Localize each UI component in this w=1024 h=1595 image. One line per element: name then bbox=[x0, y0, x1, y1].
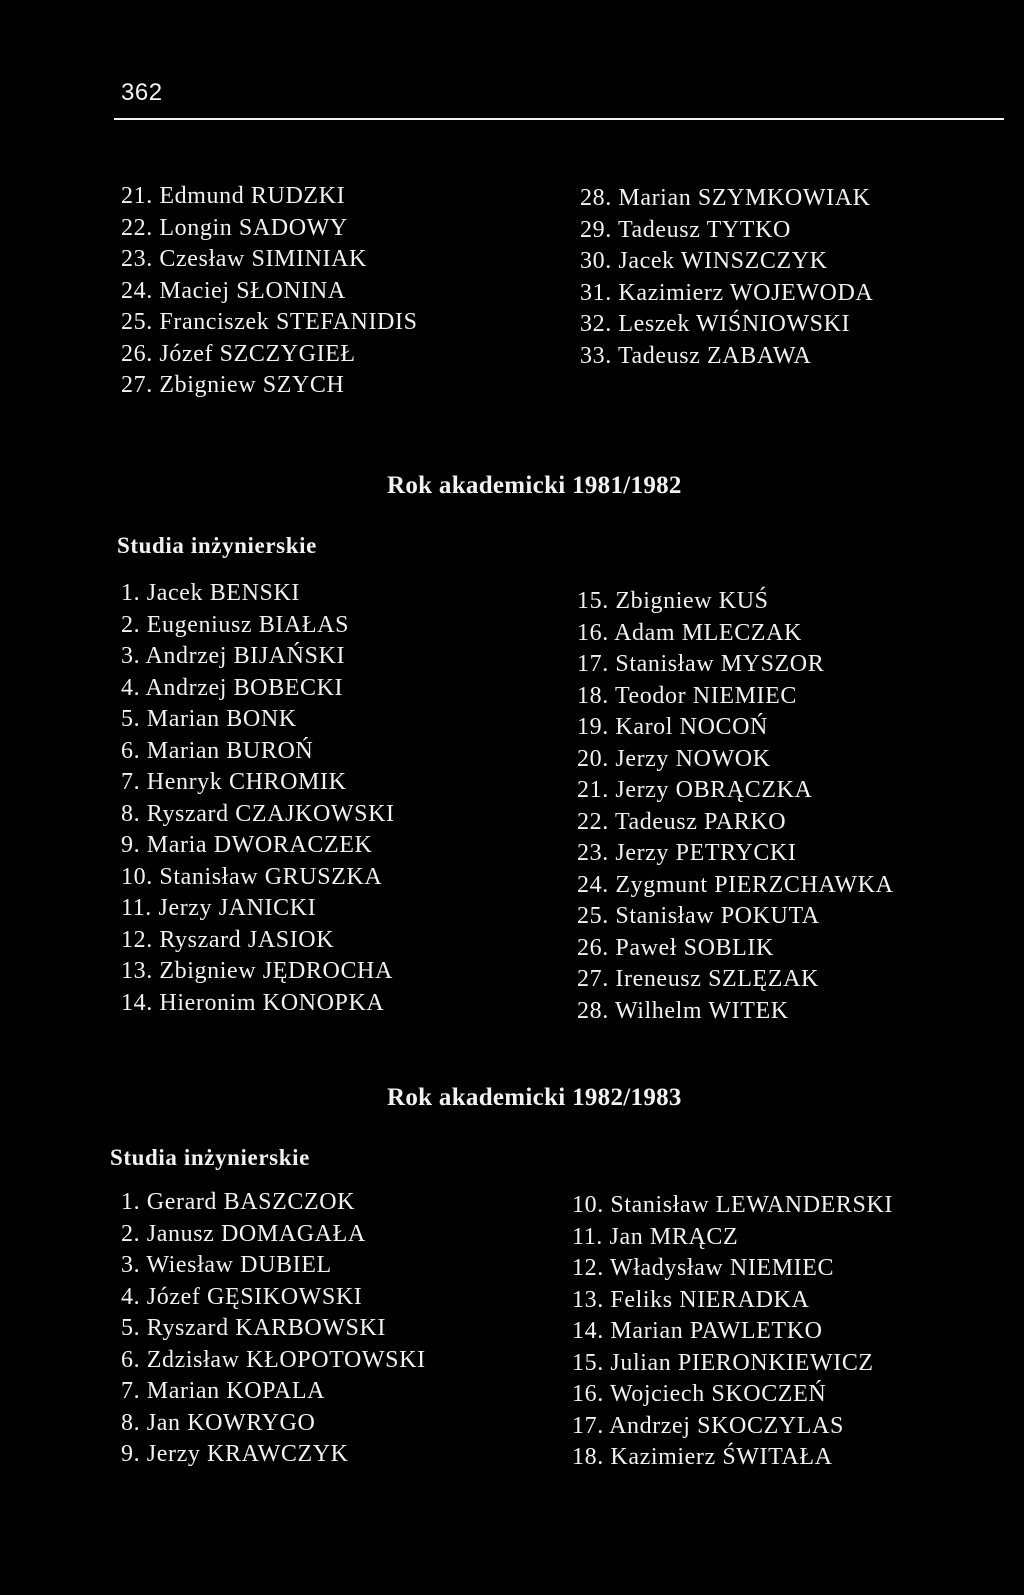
list-item: 12. Władysław NIEMIEC bbox=[572, 1255, 835, 1281]
section1981-right-list bbox=[577, 586, 894, 1027]
list-item: 25. Franciszek STEFANIDIS bbox=[121, 309, 418, 335]
list-item: 27. Zbigniew SZYCH bbox=[121, 372, 345, 398]
list-item: 31. Kazimierz WOJEWODA bbox=[580, 279, 874, 306]
section1981-left-list bbox=[121, 578, 395, 1019]
list-item: 27. Ireneusz SZLĘZAK bbox=[577, 966, 819, 992]
list-item: 1. Gerard BASZCZOK bbox=[121, 1189, 356, 1215]
list-item: 6. Zdzisław KŁOPOTOWSKI bbox=[121, 1346, 426, 1373]
list-item: 29. Tadeusz TYTKO bbox=[580, 216, 791, 243]
list-item: 2. Eugeniusz BIAŁAS bbox=[121, 611, 350, 638]
list-item: 30. Jacek WINSZCZYK bbox=[580, 248, 828, 274]
list-item: 32. Leszek WIŚNIOWSKI bbox=[580, 311, 851, 337]
list-item: 6. Marian BUROŃ bbox=[121, 737, 314, 764]
block1-right-list bbox=[580, 183, 873, 372]
list-item: 24. Maciej SŁONINA bbox=[121, 277, 346, 304]
section1982-left-list bbox=[121, 1187, 426, 1471]
list-item: 7. Henryk CHROMIK bbox=[121, 769, 347, 795]
subtitle-1981: Studia inżynierskie bbox=[117, 533, 317, 558]
list-item: 20. Jerzy NOWOK bbox=[577, 745, 771, 772]
list-item: 11. Jerzy JANICKI bbox=[121, 895, 317, 921]
list-item: 16. Adam MLECZAK bbox=[577, 619, 802, 646]
list-item: 22. Tadeusz PARKO bbox=[577, 808, 787, 835]
list-item: 7. Marian KOPALA bbox=[121, 1378, 326, 1404]
section1982-right-list bbox=[572, 1190, 893, 1474]
list-item: 25. Stanisław POKUTA bbox=[577, 903, 820, 929]
list-item: 23. Jerzy PETRYCKI bbox=[577, 840, 797, 866]
list-item: 28. Marian SZYMKOWIAK bbox=[580, 185, 871, 211]
list-item: 9. Maria DWORACZEK bbox=[121, 832, 373, 858]
list-item: 24. Zygmunt PIERZCHAWKA bbox=[577, 871, 894, 898]
list-item: 17. Andrzej SKOCZYLAS bbox=[572, 1412, 844, 1439]
list-item: 11. Jan MRĄCZ bbox=[572, 1223, 739, 1250]
list-item: 15. Zbigniew KUŚ bbox=[577, 588, 769, 614]
list-item: 5. Ryszard KARBOWSKI bbox=[121, 1315, 387, 1341]
list-item: 22. Longin SADOWY bbox=[121, 214, 348, 241]
list-item: 12. Ryszard JASIOK bbox=[121, 926, 335, 953]
list-item: 17. Stanisław MYSZOR bbox=[577, 651, 825, 677]
list-item: 19. Karol NOCOŃ bbox=[577, 714, 768, 740]
section-title-1981: Rok akademicki 1981/1982 bbox=[387, 472, 682, 499]
list-item: 26. Paweł SOBLIK bbox=[577, 934, 774, 961]
page-number: 362 bbox=[121, 79, 163, 106]
list-item: 15. Julian PIERONKIEWICZ bbox=[572, 1349, 874, 1376]
list-item: 28. Wilhelm WITEK bbox=[577, 997, 789, 1024]
header-rule bbox=[114, 118, 1004, 120]
list-item: 26. Józef SZCZYGIEŁ bbox=[121, 340, 356, 367]
list-item: 23. Czesław SIMINIAK bbox=[121, 246, 367, 272]
list-item: 4. Andrzej BOBECKI bbox=[121, 674, 344, 701]
list-item: 18. Teodor NIEMIEC bbox=[577, 682, 797, 709]
list-item: 18. Kazimierz ŚWITAŁA bbox=[572, 1444, 833, 1470]
list-item: 13. Zbigniew JĘDROCHA bbox=[121, 958, 393, 984]
list-item: 2. Janusz DOMAGAŁA bbox=[121, 1220, 366, 1247]
list-item: 8. Ryszard CZAJKOWSKI bbox=[121, 800, 395, 827]
subtitle-1982: Studia inżynierskie bbox=[110, 1145, 310, 1170]
list-item: 5. Marian BONK bbox=[121, 706, 297, 732]
block1-left-list bbox=[121, 181, 418, 402]
list-item: 33. Tadeusz ZABAWA bbox=[580, 342, 812, 369]
list-item: 14. Marian PAWLETKO bbox=[572, 1318, 823, 1344]
list-item: 3. Wiesław DUBIEL bbox=[121, 1252, 332, 1278]
list-item: 13. Feliks NIERADKA bbox=[572, 1286, 810, 1313]
list-item: 3. Andrzej BIJAŃSKI bbox=[121, 643, 346, 669]
list-item: 16. Wojciech SKOCZEŃ bbox=[572, 1381, 827, 1407]
list-item: 14. Hieronim KONOPKA bbox=[121, 989, 385, 1016]
list-item: 21. Jerzy OBRĄCZKA bbox=[577, 777, 813, 803]
list-item: 10. Stanisław GRUSZKA bbox=[121, 863, 383, 890]
list-item: 8. Jan KOWRYGO bbox=[121, 1409, 316, 1436]
list-item: 21. Edmund RUDZKI bbox=[121, 183, 346, 209]
section-title-1982: Rok akademicki 1982/1983 bbox=[387, 1084, 682, 1111]
list-item: 1. Jacek BENSKI bbox=[121, 580, 300, 606]
list-item: 10. Stanisław LEWANDERSKI bbox=[572, 1192, 893, 1218]
list-item: 9. Jerzy KRAWCZYK bbox=[121, 1441, 349, 1467]
list-item: 4. Józef GĘSIKOWSKI bbox=[121, 1283, 363, 1310]
